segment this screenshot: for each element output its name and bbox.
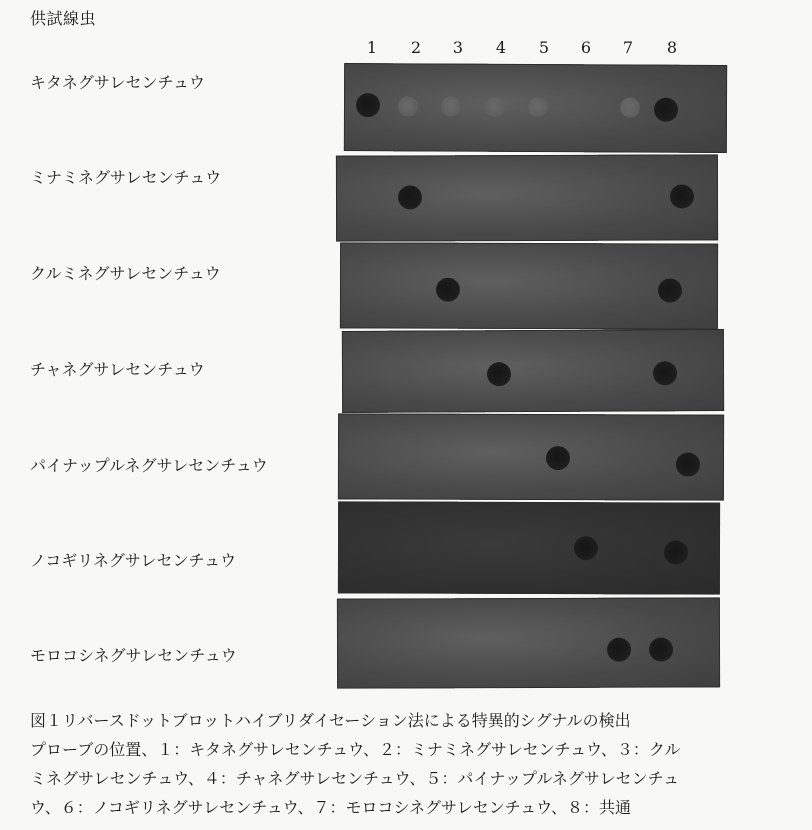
lane-number-4: 4: [495, 38, 507, 57]
signal-dot: [658, 278, 682, 302]
caption-line-3: ミネグサレセンチュウ、４：チャネグサレセンチュウ、５：パイナップルネグサレセンチュ: [30, 769, 680, 788]
blot-strip: [337, 597, 720, 688]
faint-dot: [620, 97, 640, 117]
row-label: パイナップルネグサレセンチュウ: [30, 456, 268, 475]
header-label: 供試線虫: [30, 9, 97, 28]
signal-dot: [607, 638, 631, 662]
row-label: クルミネグサレセンチュウ: [30, 264, 221, 283]
row-label: モロコシネグサレセンチュウ: [30, 646, 237, 665]
lane-number-1: 1: [366, 38, 378, 57]
signal-dot: [676, 453, 700, 477]
signal-dot: [356, 93, 380, 117]
row-label: ノコギリネグサレセンチュウ: [30, 551, 237, 570]
lane-number-6: 6: [580, 38, 592, 57]
signal-dot: [436, 278, 460, 302]
caption-line-4: ウ、６：ノコギリネグサレセンチュウ、７：モロコシネグサレセンチュウ、８：共通: [30, 798, 631, 817]
signal-dot: [398, 185, 422, 209]
row-label: キタネグサレセンチュウ: [30, 73, 206, 92]
signal-dot: [649, 637, 673, 661]
signal-dot: [653, 361, 677, 385]
signal-dot: [670, 184, 694, 208]
blot-strip: [340, 242, 718, 329]
blot-strip: [338, 413, 724, 500]
lane-number-7: 7: [622, 38, 634, 57]
row-label: ミナミネグサレセンチュウ: [30, 168, 222, 187]
row-label: チャネグサレセンチュウ: [30, 360, 205, 379]
lane-number-3: 3: [452, 38, 464, 57]
figure-caption: [30, 706, 805, 822]
caption-line-2: プローブの位置、１：キタネグサレセンチュウ、２：ミナミネグサレセンチュウ、３：クル: [30, 740, 681, 759]
lane-number-2: 2: [410, 38, 422, 57]
blot-strip: [342, 329, 724, 413]
faint-dot: [441, 97, 461, 117]
lane-number-5: 5: [538, 38, 550, 57]
signal-dot: [487, 362, 511, 386]
signal-dot: [546, 446, 570, 470]
lane-numbers: [0, 38, 812, 58]
blot-strip: [336, 154, 718, 241]
blot-strip: [338, 501, 720, 594]
lane-number-8: 8: [666, 38, 678, 57]
signal-dot: [664, 540, 688, 564]
signal-dot: [574, 536, 598, 560]
faint-dot: [485, 97, 505, 117]
blot-strip: [344, 63, 727, 153]
faint-dot: [398, 96, 418, 116]
signal-dot: [654, 98, 678, 122]
caption-line-1: 図１リバースドットブロットハイブリダイセーション法による特異的シグナルの検出: [30, 711, 631, 730]
faint-dot: [528, 97, 548, 117]
